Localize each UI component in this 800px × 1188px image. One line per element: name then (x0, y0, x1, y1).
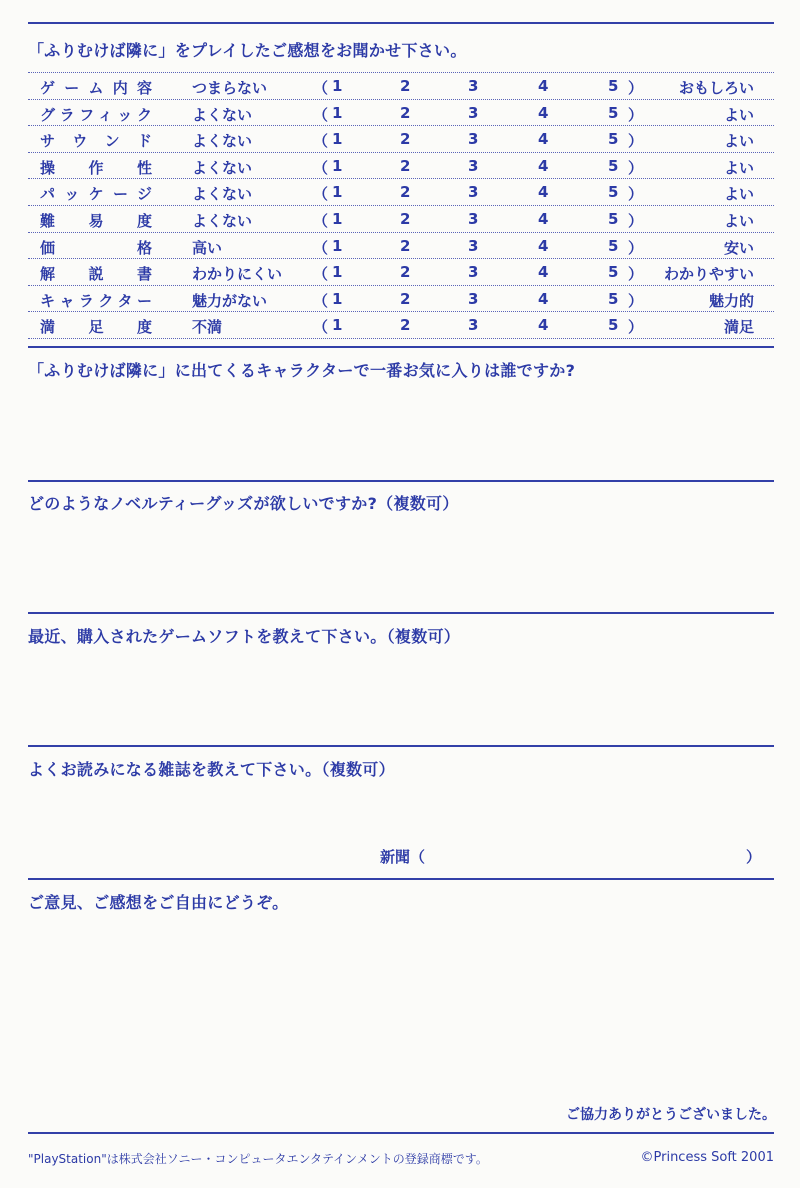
rating-option-1: 1 (332, 130, 343, 149)
rating-low-label: よくない (192, 158, 253, 177)
rating-open-paren: （ (313, 238, 329, 257)
rating-row (28, 153, 774, 179)
rating-option-2: 2 (400, 130, 411, 149)
rating-open-paren: （ (313, 158, 329, 177)
rating-high-label: よい (723, 105, 754, 124)
rating-row-label: 解説書 (40, 265, 152, 284)
rating-high-label: よい (723, 132, 754, 151)
section-rule (28, 346, 774, 348)
section-rule (28, 745, 774, 747)
rating-open-paren: （ (313, 185, 329, 204)
question-magazines: よくお読みになる雑誌を教えて下さい。（複数可） (28, 760, 395, 779)
rating-open-paren: （ (313, 79, 329, 97)
rating-option-2: 2 (400, 210, 411, 228)
rating-row-label: 価格 (40, 238, 152, 257)
rating-option-1: 1 (332, 77, 343, 95)
rating-high-label: 満足 (723, 318, 754, 337)
bottom-rule (28, 1132, 774, 1134)
rating-option-5: 5 (608, 236, 619, 255)
rating-close-paren: ） (628, 238, 644, 257)
rating-option-2: 2 (400, 263, 411, 282)
survey-title: 「ふりむけば隣に」をプレイしたご感想をお聞かせ下さい。 (28, 41, 467, 60)
rating-open-paren: （ (313, 291, 329, 310)
question-character: 「ふりむけば隣に」に出てくるキャラクターで一番お気に入りは誰ですか? (28, 361, 576, 380)
rating-option-3: 3 (468, 103, 479, 122)
rating-close-paren: ） (628, 105, 644, 124)
rating-option-2: 2 (400, 236, 411, 255)
rating-row (28, 100, 774, 126)
rating-low-label: つまらない (192, 79, 268, 97)
copyright: ©Princess Soft 2001 (640, 1150, 774, 1165)
rating-option-4: 4 (538, 236, 549, 255)
rating-option-4: 4 (538, 263, 549, 282)
rating-row (28, 233, 774, 259)
rating-option-2: 2 (400, 289, 411, 308)
rating-row (28, 312, 774, 338)
rating-option-2: 2 (400, 316, 411, 335)
rating-high-label: おもしろい (678, 79, 754, 97)
top-rule (28, 22, 774, 24)
rating-option-3: 3 (468, 130, 479, 149)
trademark-notice: "PlayStation"は株式会社ソニー・コンピュータエンタテインメントの登録商標です。 (28, 1152, 488, 1166)
rating-option-3: 3 (468, 183, 479, 202)
rating-option-1: 1 (332, 289, 343, 308)
question-comments: ご意見、ご感想をご自由にどうぞ。 (28, 893, 289, 912)
rating-low-label: よくない (192, 185, 253, 204)
question-recent-games: 最近、購入されたゲームソフトを教えて下さい。（複数可） (28, 627, 461, 646)
rating-option-5: 5 (608, 156, 619, 175)
rating-row-label: 難易度 (40, 212, 152, 230)
rating-option-2: 2 (400, 77, 411, 95)
rating-open-paren: （ (313, 318, 329, 337)
row-divider (28, 338, 774, 339)
rating-option-1: 1 (332, 316, 343, 335)
rating-close-paren: ） (628, 212, 644, 230)
rating-high-label: わかりやすい (663, 265, 754, 284)
rating-row (28, 126, 774, 152)
rating-low-label: 高い (192, 238, 223, 257)
rating-option-3: 3 (468, 77, 479, 95)
rating-open-paren: （ (313, 265, 329, 284)
rating-option-4: 4 (538, 316, 549, 335)
rating-option-4: 4 (538, 210, 549, 228)
rating-option-3: 3 (468, 316, 479, 335)
rating-option-3: 3 (468, 156, 479, 175)
newspaper-label: 新聞（ (380, 848, 426, 866)
rating-option-3: 3 (468, 289, 479, 308)
rating-close-paren: ） (628, 158, 644, 177)
rating-high-label: 安い (723, 238, 754, 257)
rating-row (28, 73, 774, 99)
rating-option-2: 2 (400, 183, 411, 202)
rating-close-paren: ） (628, 185, 644, 204)
rating-row (28, 179, 774, 205)
rating-option-3: 3 (468, 210, 479, 228)
rating-close-paren: ） (628, 265, 644, 284)
rating-option-1: 1 (332, 236, 343, 255)
rating-row-label: サウンド (40, 132, 152, 151)
newspaper-close: ） (746, 848, 762, 866)
rating-row-label: グラフィック (40, 105, 152, 124)
rating-high-label: よい (723, 212, 754, 230)
rating-option-2: 2 (400, 103, 411, 122)
rating-row-label: キャラクター (40, 291, 152, 310)
rating-close-paren: ） (628, 132, 644, 151)
rating-option-4: 4 (538, 156, 549, 175)
rating-option-5: 5 (608, 77, 619, 95)
rating-low-label: よくない (192, 212, 253, 230)
rating-option-1: 1 (332, 183, 343, 202)
rating-row-label: ゲーム内容 (40, 79, 152, 97)
section-rule (28, 878, 774, 880)
rating-low-label: よくない (192, 132, 253, 151)
section-rule (28, 612, 774, 614)
rating-option-1: 1 (332, 156, 343, 175)
rating-option-5: 5 (608, 289, 619, 308)
rating-option-1: 1 (332, 103, 343, 122)
rating-open-paren: （ (313, 132, 329, 151)
rating-row-label: 操作性 (40, 158, 152, 177)
rating-close-paren: ） (628, 318, 644, 337)
rating-option-5: 5 (608, 130, 619, 149)
question-goods: どのようなノベルティーグッズが欲しいですか?（複数可） (28, 494, 459, 513)
rating-option-4: 4 (538, 289, 549, 308)
rating-high-label: よい (723, 185, 754, 204)
rating-option-4: 4 (538, 77, 549, 95)
section-rule (28, 480, 774, 482)
rating-option-5: 5 (608, 210, 619, 228)
rating-low-label: わかりにくい (192, 265, 283, 284)
rating-row (28, 206, 774, 232)
rating-low-label: 魅力がない (192, 291, 268, 310)
rating-option-5: 5 (608, 183, 619, 202)
rating-option-5: 5 (608, 316, 619, 335)
rating-option-5: 5 (608, 103, 619, 122)
thanks-text: ご協力ありがとうございました。 (566, 1107, 776, 1123)
rating-high-label: 魅力的 (708, 291, 754, 310)
rating-open-paren: （ (313, 105, 329, 124)
rating-low-label: よくない (192, 105, 253, 124)
rating-option-4: 4 (538, 103, 549, 122)
rating-open-paren: （ (313, 212, 329, 230)
rating-row (28, 286, 774, 312)
rating-low-label: 不満 (192, 318, 223, 337)
rating-close-paren: ） (628, 79, 644, 97)
rating-option-1: 1 (332, 263, 343, 282)
rating-row-label: パッケージ (40, 185, 152, 204)
rating-option-1: 1 (332, 210, 343, 228)
rating-option-3: 3 (468, 236, 479, 255)
rating-close-paren: ） (628, 291, 644, 310)
rating-row-label: 満足度 (40, 318, 152, 337)
rating-option-4: 4 (538, 130, 549, 149)
rating-high-label: よい (723, 158, 754, 177)
rating-option-3: 3 (468, 263, 479, 282)
rating-option-4: 4 (538, 183, 549, 202)
rating-option-5: 5 (608, 263, 619, 282)
rating-option-2: 2 (400, 156, 411, 175)
rating-row (28, 259, 774, 285)
